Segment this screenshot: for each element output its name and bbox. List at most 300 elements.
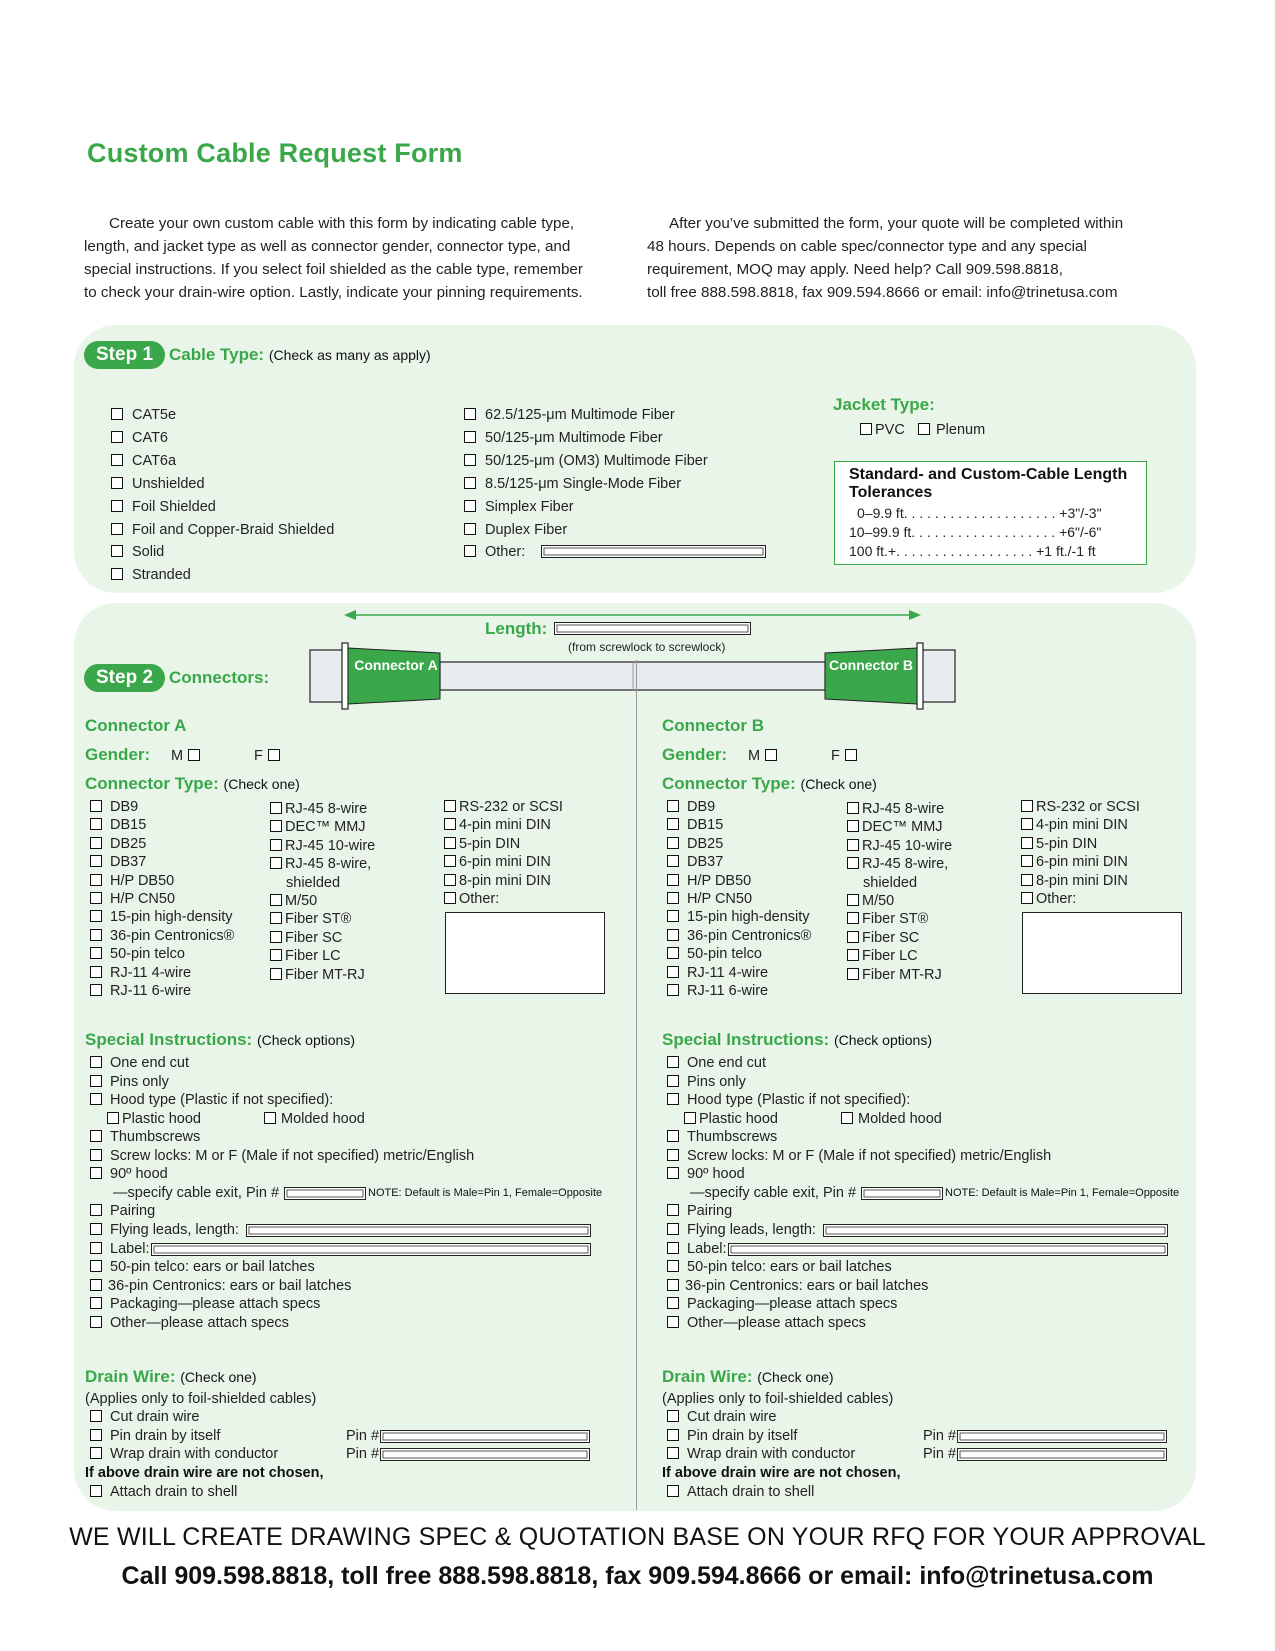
flying-leads-option[interactable] bbox=[667, 1222, 816, 1238]
connector-type-option[interactable] bbox=[444, 854, 551, 870]
length-label: Length: bbox=[485, 619, 548, 638]
connector-type-option-checkbox[interactable] bbox=[847, 968, 859, 980]
pin-drain-option[interactable] bbox=[667, 1428, 797, 1444]
cable-type-option[interactable] bbox=[111, 430, 168, 446]
connector-type-option-checkbox[interactable] bbox=[270, 894, 282, 906]
cable-type-option[interactable] bbox=[111, 407, 176, 423]
connector-type-option-checkbox[interactable] bbox=[667, 984, 679, 996]
connector-other-field[interactable] bbox=[1022, 912, 1182, 994]
gender-label: Gender: bbox=[85, 745, 151, 764]
connector-type-option-checkbox[interactable] bbox=[1021, 818, 1033, 830]
connector-type-option-checkbox[interactable] bbox=[90, 984, 102, 996]
connector-type-option[interactable] bbox=[90, 817, 146, 833]
connector-type-option-label: DB9 bbox=[687, 799, 716, 815]
connector-type-option[interactable] bbox=[667, 891, 752, 907]
cable-type-option[interactable] bbox=[111, 544, 164, 560]
cable-type-option-checkbox[interactable] bbox=[111, 454, 123, 466]
label-field[interactable] bbox=[151, 1243, 591, 1256]
cable-type-option-label: Foil Shielded bbox=[132, 498, 216, 515]
pins-only-option-checkbox[interactable] bbox=[667, 1075, 679, 1087]
gender-female-checkbox[interactable] bbox=[845, 749, 857, 761]
one-end-cut-option[interactable] bbox=[90, 1055, 189, 1071]
cable-fiber-option-checkbox[interactable] bbox=[464, 500, 476, 512]
connector-type-option-checkbox[interactable] bbox=[90, 800, 102, 812]
connector-type-option-label: Fiber LC bbox=[862, 948, 918, 965]
connector-type-option-checkbox[interactable] bbox=[90, 929, 102, 941]
intro-left-line: Create your own custom cable with this form by indicating cable type, bbox=[109, 215, 575, 232]
gender-female-checkbox[interactable] bbox=[268, 749, 280, 761]
centronics-option-label: 36-pin Centronics: ears or bail latches bbox=[108, 1277, 352, 1294]
label-option[interactable] bbox=[667, 1241, 727, 1257]
connector-type-option[interactable] bbox=[667, 965, 768, 981]
connector-type-option-checkbox[interactable] bbox=[667, 966, 679, 978]
connector-type-option-checkbox[interactable] bbox=[90, 818, 102, 830]
gender-male-label: M bbox=[171, 748, 184, 764]
packaging-option[interactable] bbox=[90, 1296, 320, 1312]
connector-type-option-checkbox[interactable] bbox=[444, 818, 456, 830]
connector-type-option-label: Other: bbox=[1036, 891, 1077, 907]
connector-type-option-checkbox[interactable] bbox=[667, 929, 679, 941]
flying-leads-field[interactable] bbox=[823, 1224, 1168, 1237]
step2-pill: Step 2 bbox=[84, 664, 165, 692]
screw-locks-option-checkbox[interactable] bbox=[90, 1149, 102, 1161]
connector-type-option-checkbox[interactable] bbox=[444, 837, 456, 849]
connector-type-option-checkbox[interactable] bbox=[847, 949, 859, 961]
connector-type-option-label: Other: bbox=[459, 891, 500, 907]
specify-exit-label: —specify cable exit, Pin # bbox=[690, 1184, 857, 1201]
cable-fiber-option[interactable] bbox=[464, 430, 663, 446]
cable-type-option[interactable] bbox=[111, 567, 191, 583]
wrap-drain-option-label: Wrap drain with conductor bbox=[687, 1446, 856, 1462]
connector-type-option-checkbox[interactable] bbox=[1021, 874, 1033, 886]
pin-drain-option-label: Pin drain by itself bbox=[687, 1428, 798, 1444]
connector-type-option-label: 50-pin telco bbox=[687, 946, 762, 963]
connector-type-option[interactable] bbox=[847, 948, 918, 964]
connector-type-option[interactable] bbox=[847, 838, 952, 854]
packaging-option[interactable] bbox=[667, 1296, 897, 1312]
molded-hood-option[interactable] bbox=[841, 1111, 942, 1127]
packaging-option-label: Packaging—please attach specs bbox=[687, 1296, 898, 1313]
connector-type-option[interactable] bbox=[847, 911, 928, 927]
centronics-option[interactable] bbox=[667, 1278, 928, 1294]
cable-type-option-checkbox[interactable] bbox=[111, 545, 123, 557]
one-end-cut-option[interactable] bbox=[667, 1055, 766, 1071]
connector-type-option[interactable] bbox=[847, 801, 944, 817]
hood-type-option[interactable] bbox=[667, 1092, 910, 1108]
connector-type-option[interactable] bbox=[847, 930, 919, 946]
cable-type-option[interactable] bbox=[111, 499, 216, 515]
label-option-checkbox[interactable] bbox=[667, 1242, 679, 1254]
cable-type-option-checkbox[interactable] bbox=[111, 408, 123, 420]
connector-type-option-checkbox[interactable] bbox=[90, 855, 102, 867]
plastic-hood-option[interactable] bbox=[107, 1111, 201, 1127]
other-specs-option[interactable] bbox=[667, 1315, 866, 1331]
connector-type-option-label: M/50 bbox=[862, 893, 895, 909]
pairing-option-checkbox[interactable] bbox=[90, 1204, 102, 1216]
packaging-option-checkbox[interactable] bbox=[90, 1297, 102, 1309]
molded-hood-option[interactable] bbox=[264, 1111, 365, 1127]
jacket-pvc-checkbox[interactable] bbox=[860, 423, 872, 435]
connector-type-option[interactable] bbox=[1021, 891, 1076, 907]
pins-only-option[interactable] bbox=[667, 1074, 746, 1090]
connector-type-option[interactable] bbox=[667, 909, 810, 925]
connector-type-option-checkbox[interactable] bbox=[270, 839, 282, 851]
screw-locks-option-checkbox[interactable] bbox=[667, 1149, 679, 1161]
cable-fiber-option[interactable] bbox=[464, 453, 708, 469]
cable-type-option-checkbox[interactable] bbox=[111, 523, 123, 535]
pin-drain-field[interactable] bbox=[380, 1430, 590, 1443]
gender-male-checkbox[interactable] bbox=[765, 749, 777, 761]
one-end-cut-option-checkbox[interactable] bbox=[667, 1056, 679, 1068]
pin-drain-option-checkbox[interactable] bbox=[667, 1429, 679, 1441]
connector-type-option-label: RJ-11 6-wire bbox=[687, 983, 769, 999]
gender-female-option[interactable] bbox=[831, 748, 865, 764]
hood-type-option-checkbox[interactable] bbox=[667, 1093, 679, 1105]
pins-only-option-checkbox[interactable] bbox=[90, 1075, 102, 1087]
connector-type-note: (Check one) bbox=[223, 776, 300, 792]
connector-type-option[interactable] bbox=[444, 873, 551, 889]
length-field[interactable] bbox=[554, 622, 751, 635]
connector-type-option[interactable] bbox=[847, 856, 948, 872]
cable-type-option[interactable] bbox=[111, 476, 205, 492]
plastic-hood-option[interactable] bbox=[684, 1111, 778, 1127]
cable-fiber-option[interactable] bbox=[464, 476, 681, 492]
gender-male-checkbox[interactable] bbox=[188, 749, 200, 761]
tolerances-box bbox=[834, 461, 1147, 565]
jacket-plenum-checkbox[interactable] bbox=[918, 423, 930, 435]
connector-type-option[interactable] bbox=[270, 967, 365, 983]
tolerance-value: +1 ft./-1 ft bbox=[1036, 543, 1096, 559]
cable-type-option-checkbox[interactable] bbox=[111, 500, 123, 512]
tolerances-title-line: Standard- and Custom-Cable Length bbox=[849, 466, 1128, 483]
molded-hood-option-checkbox[interactable] bbox=[841, 1112, 853, 1124]
connector-type-option[interactable] bbox=[90, 946, 185, 962]
connector-heading: Connector A bbox=[85, 716, 187, 735]
connector-type-option[interactable] bbox=[847, 893, 894, 909]
cable-fiber-option-label: Other: bbox=[485, 544, 526, 561]
packaging-option-label: Packaging—please attach specs bbox=[110, 1296, 321, 1313]
connector-type-option[interactable] bbox=[90, 873, 174, 889]
cable-fiber-option[interactable] bbox=[464, 522, 567, 538]
tolerance-range: 0–9.9 ft. bbox=[857, 505, 908, 521]
connector-type-option-checkbox[interactable] bbox=[444, 800, 456, 812]
connector-type-option[interactable] bbox=[1021, 799, 1140, 815]
connector-type-option[interactable] bbox=[270, 948, 341, 964]
cable-type-option-checkbox[interactable] bbox=[111, 568, 123, 580]
connector-type-option-label: DB25 bbox=[687, 835, 724, 852]
thumbscrews-option[interactable] bbox=[667, 1129, 777, 1145]
telco-option[interactable] bbox=[90, 1259, 315, 1275]
wrap-drain-field[interactable] bbox=[380, 1448, 590, 1461]
connector-type-option-checkbox[interactable] bbox=[270, 949, 282, 961]
connector-type-option-checkbox[interactable] bbox=[270, 820, 282, 832]
connector-type-option[interactable] bbox=[270, 856, 371, 872]
label-field[interactable] bbox=[728, 1243, 1168, 1256]
thumbscrews-option[interactable] bbox=[90, 1129, 200, 1145]
connector-type-option[interactable] bbox=[90, 909, 233, 925]
cable-fiber-option[interactable] bbox=[464, 407, 675, 423]
tolerances-title bbox=[849, 466, 1127, 502]
connector-type-option[interactable] bbox=[667, 946, 762, 962]
hood-90-option[interactable] bbox=[90, 1166, 168, 1182]
connector-type-option[interactable] bbox=[270, 893, 317, 909]
connector-type-option-label: DB15 bbox=[687, 817, 724, 834]
telco-option-label: 50-pin telco: ears or bail latches bbox=[687, 1259, 892, 1276]
molded-hood-option-checkbox[interactable] bbox=[264, 1112, 276, 1124]
connector-type-option[interactable] bbox=[270, 911, 351, 927]
connector-type-option-checkbox[interactable] bbox=[270, 912, 282, 924]
hood-type-option-label: Hood type (Plastic if not specified): bbox=[687, 1092, 911, 1109]
connector-type-option-checkbox[interactable] bbox=[667, 910, 679, 922]
connector-type-option-checkbox[interactable] bbox=[90, 892, 102, 904]
connector-type-option-checkbox[interactable] bbox=[667, 818, 679, 830]
connector-type-option-label: 5-pin DIN bbox=[459, 835, 521, 852]
telco-option-checkbox[interactable] bbox=[90, 1260, 102, 1272]
cable-type-option[interactable] bbox=[111, 522, 334, 538]
connector-b-flange bbox=[917, 643, 923, 709]
cable-fiber-option-label: 50/125-μm (OM3) Multimode Fiber bbox=[485, 452, 708, 469]
molded-hood-option-label: Molded hood bbox=[858, 1110, 942, 1127]
connector-type-option[interactable] bbox=[270, 838, 375, 854]
exit-note: NOTE: Default is Male=Pin 1, Female=Opposite bbox=[368, 1186, 603, 1199]
connector-type-option[interactable] bbox=[444, 891, 499, 907]
connector-type-option[interactable] bbox=[1021, 873, 1128, 889]
flying-leads-option-checkbox[interactable] bbox=[667, 1223, 679, 1235]
intro-left-line: special instructions. If you select foil shielded as the cable type, remember bbox=[84, 261, 583, 278]
cut-drain-option[interactable] bbox=[667, 1409, 776, 1425]
connector-type-option[interactable] bbox=[90, 836, 146, 852]
intro-right-line: requirement, MOQ may apply. Need help? Call 909.598.8818, bbox=[647, 261, 1063, 278]
cable-type-option-label: CAT5e bbox=[132, 407, 177, 423]
cut-drain-option-checkbox[interactable] bbox=[90, 1410, 102, 1422]
connector-type-option-checkbox[interactable] bbox=[847, 820, 859, 832]
connector-type-option-label: RS-232 or SCSI bbox=[1036, 799, 1140, 815]
wrap-drain-option[interactable] bbox=[90, 1446, 278, 1462]
gender-female-option[interactable] bbox=[254, 748, 288, 764]
connector-type-option[interactable] bbox=[90, 891, 175, 907]
tolerances-rows bbox=[849, 504, 1102, 561]
connector-type-option[interactable] bbox=[667, 854, 723, 870]
cable-other-field[interactable] bbox=[541, 545, 766, 558]
connector-type-option[interactable] bbox=[667, 836, 723, 852]
cable-fiber-option-label: 8.5/125-μm Single-Mode Fiber bbox=[485, 475, 682, 492]
connector-type-option-checkbox[interactable] bbox=[1021, 892, 1033, 904]
cable-fiber-option-checkbox[interactable] bbox=[464, 545, 476, 557]
pairing-option-checkbox[interactable] bbox=[667, 1204, 679, 1216]
screw-locks-option[interactable] bbox=[90, 1148, 474, 1164]
connector-type-option[interactable] bbox=[667, 928, 811, 944]
cable-fiber-option-checkbox[interactable] bbox=[464, 523, 476, 535]
connector-type-option-checkbox[interactable] bbox=[847, 894, 859, 906]
connector-type-option[interactable] bbox=[667, 817, 723, 833]
connector-type-option[interactable] bbox=[1021, 854, 1128, 870]
cable-type-heading bbox=[169, 345, 431, 365]
connector-type-option-label: DB37 bbox=[110, 854, 147, 871]
connector-type-option-checkbox[interactable] bbox=[847, 931, 859, 943]
connector-heading: Connector B bbox=[662, 716, 764, 735]
jacket-pvc-option[interactable] bbox=[860, 422, 905, 438]
page-title: Custom Cable Request Form bbox=[87, 138, 463, 168]
connector-type-option-label: 36-pin Centronics® bbox=[687, 927, 812, 944]
connector-b-label: Connector B bbox=[829, 657, 913, 673]
plastic-hood-option-checkbox[interactable] bbox=[107, 1112, 119, 1124]
connector-type-option-checkbox[interactable] bbox=[90, 947, 102, 959]
label-option-checkbox[interactable] bbox=[90, 1242, 102, 1254]
cable-fiber-option-checkbox[interactable] bbox=[464, 477, 476, 489]
connector-type-option-checkbox[interactable] bbox=[90, 966, 102, 978]
connector-type-option-checkbox[interactable] bbox=[667, 874, 679, 886]
connector-type-option-checkbox[interactable] bbox=[270, 968, 282, 980]
connector-type-option[interactable] bbox=[667, 799, 715, 815]
attach-drain-option-checkbox[interactable] bbox=[90, 1485, 102, 1497]
connector-type-option-label: DEC™ MMJ bbox=[862, 819, 943, 836]
wrap-drain-field[interactable] bbox=[957, 1448, 1167, 1461]
connector-type-option-checkbox[interactable] bbox=[444, 855, 456, 867]
one-end-cut-option-checkbox[interactable] bbox=[90, 1056, 102, 1068]
connector-type-option[interactable] bbox=[90, 799, 138, 815]
flying-leads-option-checkbox[interactable] bbox=[90, 1223, 102, 1235]
plastic-hood-option-label: Plastic hood bbox=[699, 1110, 778, 1127]
flying-leads-option[interactable] bbox=[90, 1222, 239, 1238]
special-note: (Check options) bbox=[256, 1032, 355, 1048]
footer-line2: Call 909.598.8818, toll free 888.598.8818, fax 909.594.8666 or email: info@trinetusa.com bbox=[121, 1562, 1154, 1590]
screw-locks-option[interactable] bbox=[667, 1148, 1051, 1164]
connector-type-option-checkbox[interactable] bbox=[847, 912, 859, 924]
connector-other-field[interactable] bbox=[445, 912, 605, 994]
connector-type-option[interactable] bbox=[90, 928, 234, 944]
telco-option-checkbox[interactable] bbox=[667, 1260, 679, 1272]
cable-type-option[interactable] bbox=[111, 453, 176, 469]
connector-type-option[interactable] bbox=[444, 836, 520, 852]
gender-male-option[interactable] bbox=[748, 748, 785, 764]
connector-type-option-checkbox[interactable] bbox=[270, 931, 282, 943]
attach-drain-option[interactable] bbox=[667, 1484, 814, 1500]
flying-leads-field[interactable] bbox=[246, 1224, 591, 1237]
cut-drain-option[interactable] bbox=[90, 1409, 199, 1425]
pin-drain-option-checkbox[interactable] bbox=[90, 1429, 102, 1441]
connector-type-option[interactable] bbox=[1021, 817, 1128, 833]
hood-90-option-checkbox[interactable] bbox=[667, 1167, 679, 1179]
cable-fiber-option[interactable] bbox=[464, 544, 525, 560]
cable-fiber-option-checkbox[interactable] bbox=[464, 454, 476, 466]
connector-type-option-checkbox[interactable] bbox=[90, 837, 102, 849]
centronics-option-checkbox[interactable] bbox=[667, 1279, 679, 1291]
other-specs-option-checkbox[interactable] bbox=[667, 1316, 679, 1328]
connector-type-option-label: RJ-11 6-wire bbox=[110, 983, 192, 999]
gender-label: Gender: bbox=[662, 745, 728, 764]
cable-fiber-option[interactable] bbox=[464, 499, 574, 515]
hood-90-option-checkbox[interactable] bbox=[90, 1167, 102, 1179]
plastic-hood-option-checkbox[interactable] bbox=[684, 1112, 696, 1124]
connector-type-option[interactable] bbox=[270, 801, 367, 817]
pairing-option[interactable] bbox=[667, 1203, 732, 1219]
connector-type-option-label: 6-pin mini DIN bbox=[459, 854, 551, 871]
screw-locks-option-label: Screw locks: M or F (Male if not specified) metric/English bbox=[687, 1147, 1052, 1164]
connector-type-option[interactable] bbox=[444, 817, 551, 833]
connector-type-option-checkbox[interactable] bbox=[667, 855, 679, 867]
cable-fiber-option-checkbox[interactable] bbox=[464, 408, 476, 420]
jacket-plenum-option[interactable] bbox=[918, 422, 985, 438]
connector-type-option-checkbox[interactable] bbox=[1021, 800, 1033, 812]
hood-type-option[interactable] bbox=[90, 1092, 333, 1108]
connector-type-option[interactable] bbox=[270, 819, 366, 835]
connector-type-option[interactable] bbox=[1021, 836, 1097, 852]
connector-type-option-checkbox[interactable] bbox=[1021, 855, 1033, 867]
cable-fiber-option-checkbox[interactable] bbox=[464, 431, 476, 443]
thumbscrews-option-checkbox[interactable] bbox=[667, 1130, 679, 1142]
connector-type-option-checkbox[interactable] bbox=[90, 910, 102, 922]
telco-option[interactable] bbox=[667, 1259, 892, 1275]
other-specs-option[interactable] bbox=[90, 1315, 289, 1331]
connector-type-option-checkbox[interactable] bbox=[847, 857, 859, 869]
connector-type-option[interactable] bbox=[90, 965, 191, 981]
attach-drain-option-checkbox[interactable] bbox=[667, 1485, 679, 1497]
wrap-drain-option-checkbox[interactable] bbox=[667, 1447, 679, 1459]
connector-type-option-checkbox[interactable] bbox=[667, 947, 679, 959]
connector-type-option-label: DB9 bbox=[110, 799, 139, 815]
connector-type-option-checkbox[interactable] bbox=[444, 874, 456, 886]
connector-type-option[interactable] bbox=[847, 819, 943, 835]
centronics-option[interactable] bbox=[90, 1278, 351, 1294]
connector-type-option-checkbox[interactable] bbox=[847, 802, 859, 814]
connector-type-option-label: Fiber SC bbox=[862, 929, 920, 946]
cable-exit-pin-field[interactable] bbox=[861, 1187, 943, 1200]
connector-type-option[interactable] bbox=[667, 873, 751, 889]
hood-90-option[interactable] bbox=[667, 1166, 745, 1182]
connector-type-option-checkbox[interactable] bbox=[90, 874, 102, 886]
pins-only-option[interactable] bbox=[90, 1074, 169, 1090]
wrap-drain-option[interactable] bbox=[667, 1446, 855, 1462]
connector-type-option-checkbox[interactable] bbox=[270, 802, 282, 814]
connector-type-option-checkbox[interactable] bbox=[270, 857, 282, 869]
cable-exit-pin-field[interactable] bbox=[284, 1187, 366, 1200]
thumbscrews-option-checkbox[interactable] bbox=[90, 1130, 102, 1142]
connector-type-option[interactable] bbox=[90, 854, 146, 870]
centronics-option-checkbox[interactable] bbox=[90, 1279, 102, 1291]
packaging-option-checkbox[interactable] bbox=[667, 1297, 679, 1309]
pairing-option-label: Pairing bbox=[687, 1203, 733, 1220]
connector-type-option-checkbox[interactable] bbox=[444, 892, 456, 904]
cable-type-option-checkbox[interactable] bbox=[111, 431, 123, 443]
hood-type-option-checkbox[interactable] bbox=[90, 1093, 102, 1105]
connector-type-option[interactable] bbox=[847, 967, 942, 983]
connector-type-option-checkbox[interactable] bbox=[847, 839, 859, 851]
connector-type-option[interactable] bbox=[90, 983, 191, 999]
connector-type-option[interactable] bbox=[667, 983, 768, 999]
pin-drain-field[interactable] bbox=[957, 1430, 1167, 1443]
connector-type-option-checkbox[interactable] bbox=[1021, 837, 1033, 849]
connector-type-option[interactable] bbox=[270, 930, 342, 946]
jacket-type-heading: Jacket Type: bbox=[833, 395, 935, 414]
connector-type-option-checkbox[interactable] bbox=[667, 892, 679, 904]
label-option[interactable] bbox=[90, 1241, 150, 1257]
cut-drain-option-checkbox[interactable] bbox=[667, 1410, 679, 1422]
gender-male-option[interactable] bbox=[171, 748, 208, 764]
pin-drain-option[interactable] bbox=[90, 1428, 220, 1444]
other-specs-option-checkbox[interactable] bbox=[90, 1316, 102, 1328]
tolerance-row bbox=[849, 542, 1102, 561]
connector-type-note: (Check one) bbox=[800, 776, 877, 792]
wrap-drain-option-checkbox[interactable] bbox=[90, 1447, 102, 1459]
connector-a-label: Connector A bbox=[354, 657, 438, 673]
cable-type-option-checkbox[interactable] bbox=[111, 477, 123, 489]
pairing-option[interactable] bbox=[90, 1203, 155, 1219]
connector-type-option-label: RJ-11 4-wire bbox=[110, 964, 192, 981]
connector-type-option-checkbox[interactable] bbox=[667, 800, 679, 812]
connector-type-option[interactable] bbox=[444, 799, 563, 815]
connector-type-option-checkbox[interactable] bbox=[667, 837, 679, 849]
attach-drain-option[interactable] bbox=[90, 1484, 237, 1500]
